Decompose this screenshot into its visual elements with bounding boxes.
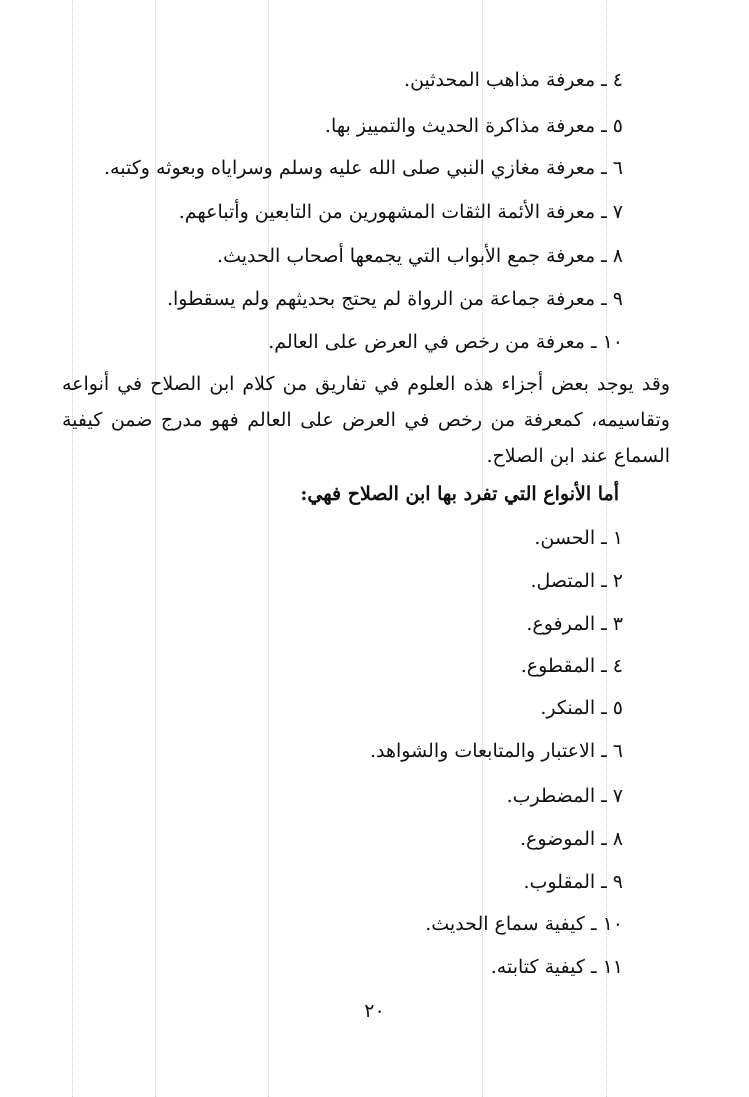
list-item: ٣ ـ المرفوع.: [526, 613, 623, 635]
page-number: ٢٠: [364, 1000, 385, 1022]
list-item: ٩ ـ المقلوب.: [523, 871, 623, 893]
list-item: ٤ ـ المقطوع.: [520, 655, 623, 677]
list-item: ٥ ـ معرفة مذاكرة الحديث والتمييز بها.: [324, 115, 623, 137]
body-paragraph: وقد يوجد بعض أجزاء هذه العلوم في تفاريق من كلام ابن الصلاح في أنواعه وتقاسيمه، كمعرفة من رخص في العرض على العالم فهو مدرج ضمن كيفية السماع عند ابن الصلاح.: [62, 373, 670, 467]
scan-guide-line: [72, 0, 73, 1097]
list-item: ٧ ـ المضطرب.: [506, 785, 623, 807]
list-item: ٥ ـ المنكر.: [540, 697, 623, 719]
list-item: ٩ ـ معرفة جماعة من الرواة لم يحتج بحديثهم ولم يسقطوا.: [166, 288, 623, 310]
list-item: ٤ ـ معرفة مذاهب المحدثين.: [404, 69, 623, 91]
list-item: ٦ ـ معرفة مغازي النبي صلى الله عليه وسلم وسراياه وبعوثه وكتبه.: [104, 157, 623, 179]
list-item: ٧ ـ معرفة الأئمة الثقات المشهورين من التابعين وأتباعهم.: [178, 201, 623, 223]
list-item: ٨ ـ الموضوع.: [519, 828, 623, 850]
list-item: ١ ـ الحسن.: [534, 527, 623, 549]
section-heading: أما الأنواع التي تفرد بها ابن الصلاح فهي:: [300, 483, 619, 505]
list-item: ١١ ـ كيفية كتابته.: [490, 956, 623, 978]
list-item: ١٠ ـ معرفة من رخص في العرض على العالم.: [268, 331, 623, 353]
list-item: ٨ ـ معرفة جمع الأبواب التي يجمعها أصحاب الحديث.: [217, 245, 623, 267]
list-item: ١٠ ـ كيفية سماع الحديث.: [425, 913, 623, 935]
list-item: ٢ ـ المتصل.: [530, 570, 623, 592]
list-item: ٦ ـ الاعتبار والمتابعات والشواهد.: [369, 740, 623, 762]
